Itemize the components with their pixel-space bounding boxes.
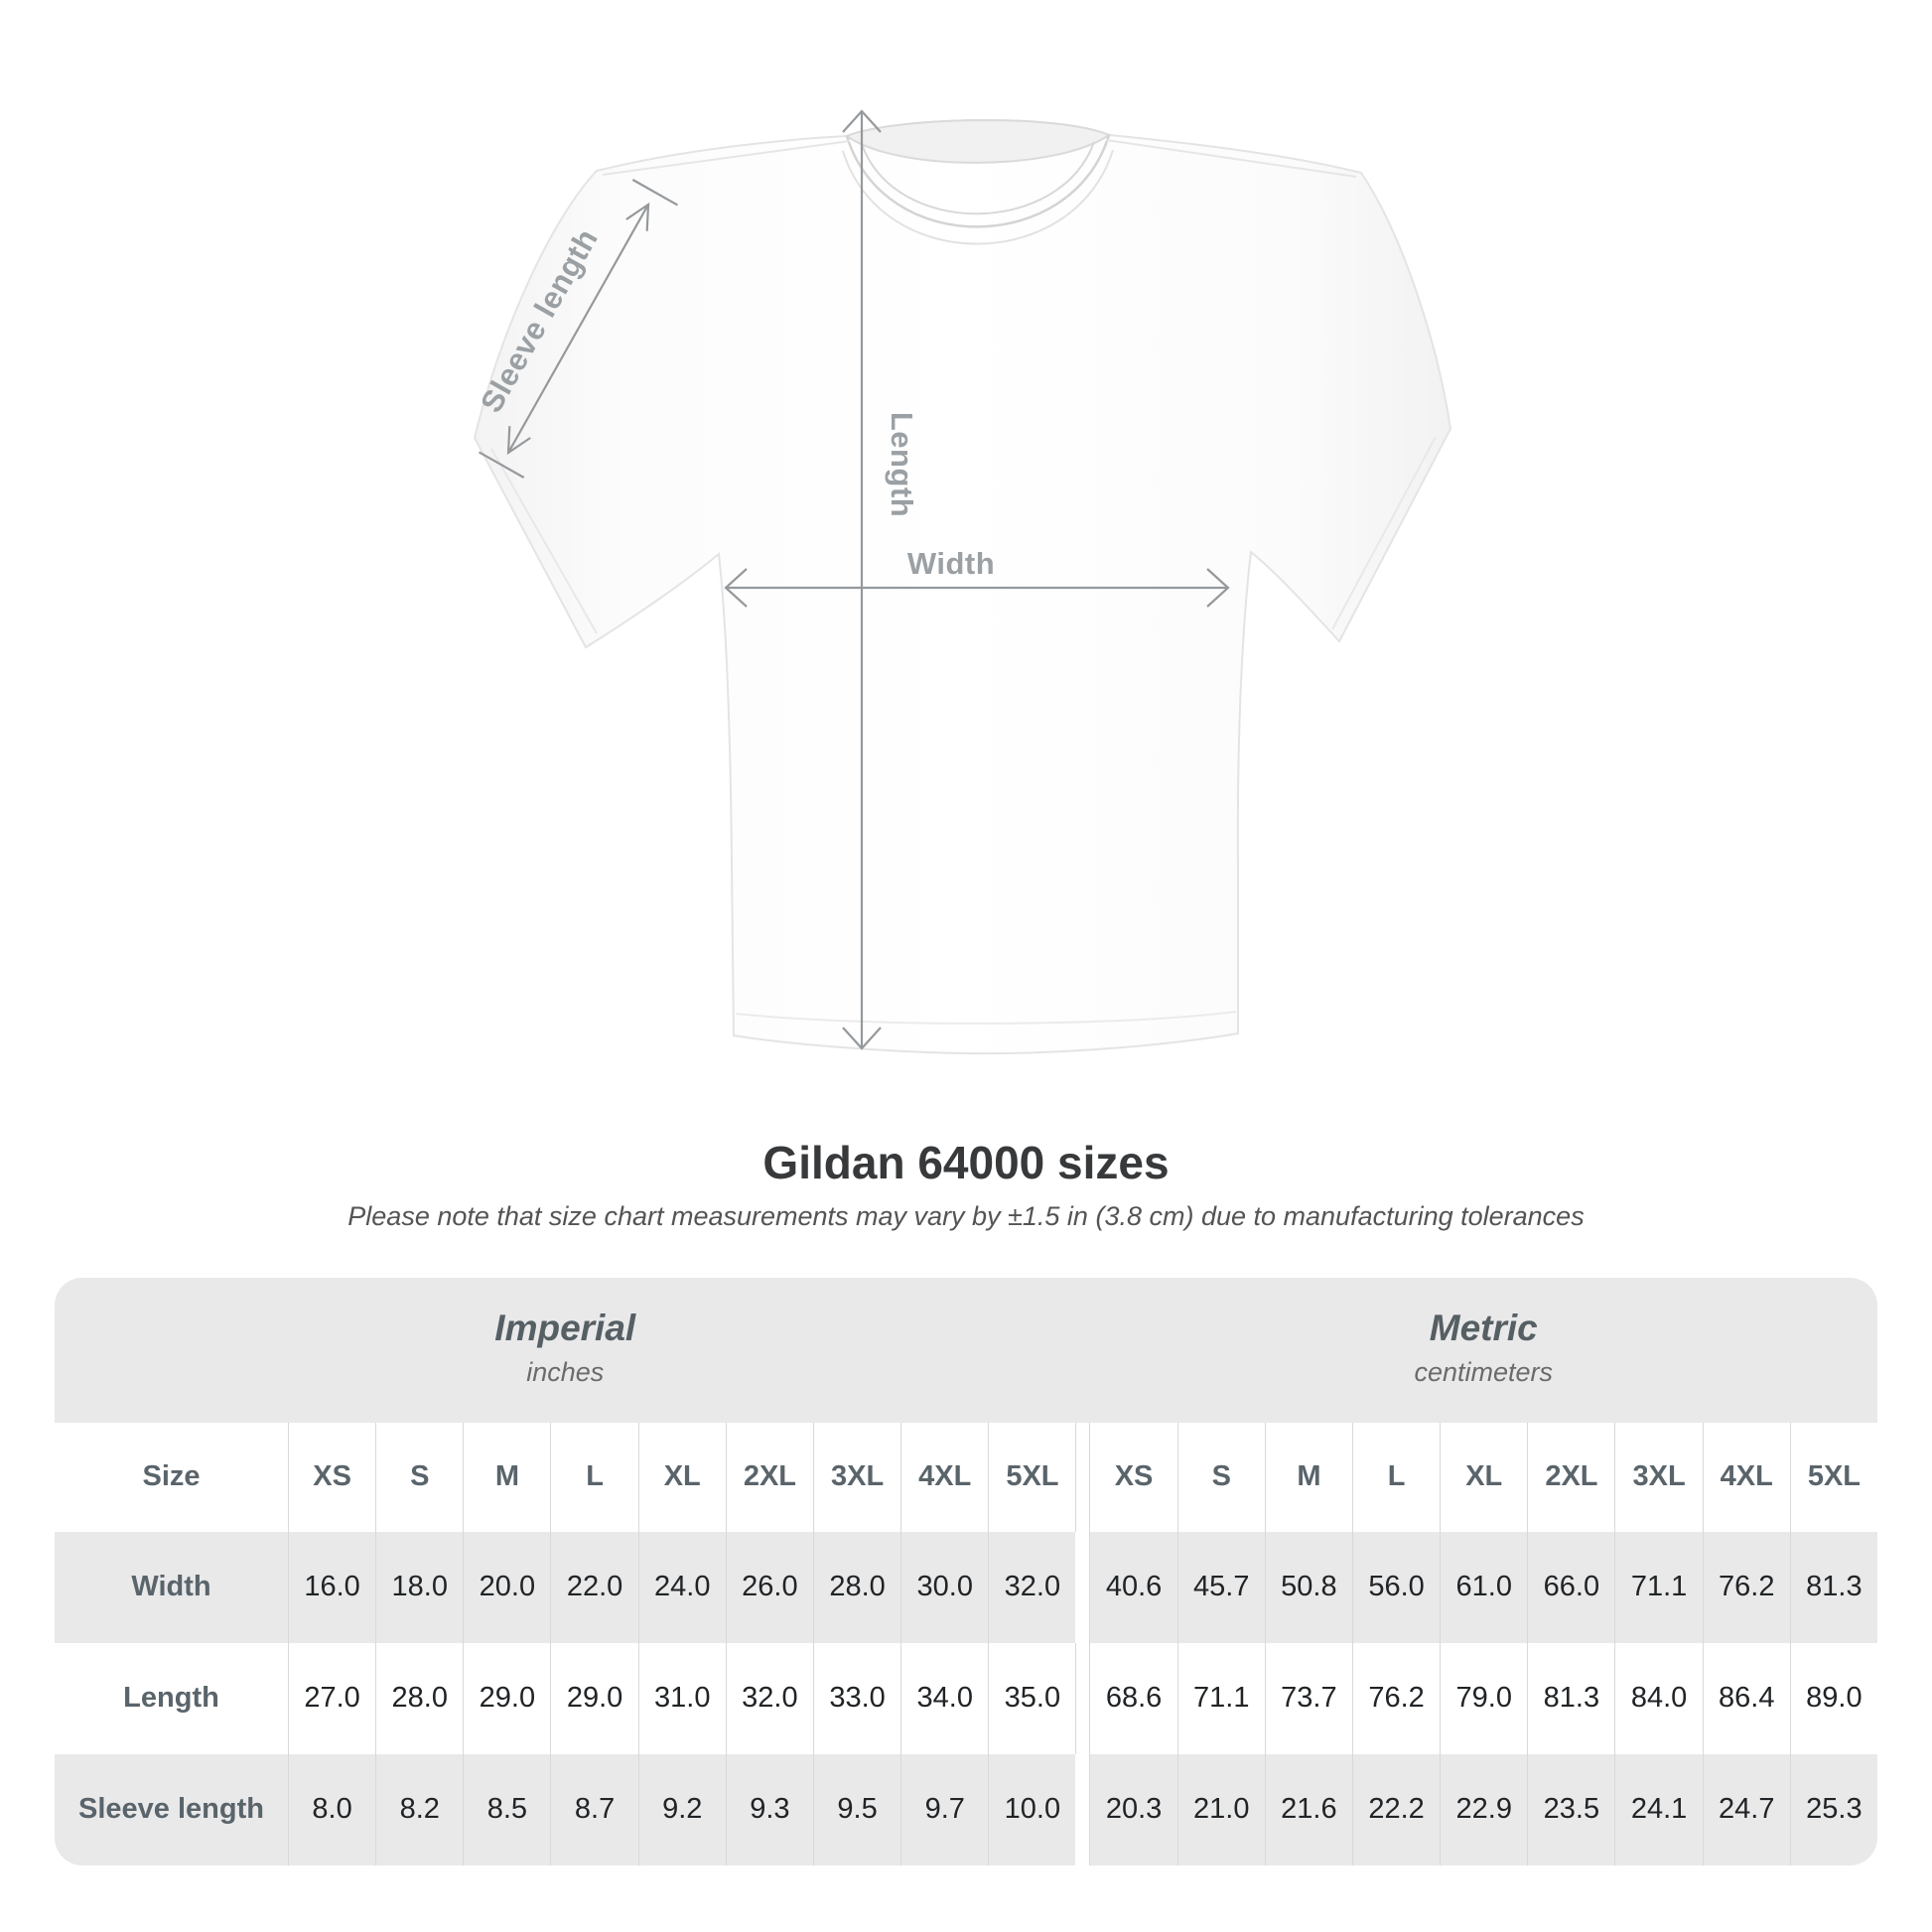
imperial-size-3xl: 3XL: [813, 1423, 900, 1532]
width-metric-value: 71.1: [1614, 1532, 1702, 1643]
imperial-size-5xl: 5XL: [988, 1423, 1075, 1532]
length-imperial-value: 31.0: [638, 1643, 726, 1754]
unit-header-band: [55, 1278, 1877, 1423]
sleeve-length-label: Sleeve length: [473, 222, 606, 419]
sleeve-metric-value: 21.6: [1265, 1754, 1352, 1865]
width-imperial-value: 16.0: [288, 1532, 375, 1643]
sleeve-imperial-value: 8.7: [550, 1754, 637, 1865]
tolerance-note: Please note that size chart measurements may vary by ±1.5 in (3.8 cm) due to manufacturing tolerances: [347, 1200, 1585, 1231]
imperial-size-l: L: [550, 1423, 637, 1532]
width-imperial-value: 24.0: [638, 1532, 726, 1643]
length-imperial-value: 35.0: [988, 1643, 1075, 1754]
metric-header: [1090, 1278, 1878, 1423]
page-title: Gildan 64000 sizes: [762, 1137, 1170, 1188]
imperial-size-s: S: [375, 1423, 463, 1532]
width-imperial-value: 32.0: [988, 1532, 1075, 1643]
sleeve-metric-value: 24.7: [1703, 1754, 1790, 1865]
length-metric-value: 86.4: [1703, 1643, 1790, 1754]
width-label: Width: [906, 546, 996, 581]
section-divider: [1075, 1532, 1089, 1643]
width-metric-value: 66.0: [1527, 1532, 1614, 1643]
sleeve-imperial-value: 8.5: [463, 1754, 550, 1865]
sleeve-metric-value: 23.5: [1527, 1754, 1614, 1865]
band-gap: [1076, 1278, 1090, 1423]
metric-size-3xl: 3XL: [1614, 1423, 1702, 1532]
metric-size-xl: XL: [1440, 1423, 1527, 1532]
width-metric-value: 76.2: [1703, 1532, 1790, 1643]
sleeve-imperial-value: 8.0: [288, 1754, 375, 1865]
sleeve-imperial-value: 9.7: [900, 1754, 988, 1865]
sleeve-metric-value: 25.3: [1790, 1754, 1877, 1865]
length-metric-value: 76.2: [1352, 1643, 1440, 1754]
width-metric-value: 56.0: [1352, 1532, 1440, 1643]
sleeve-metric-value: 20.3: [1089, 1754, 1176, 1865]
section-divider: [1075, 1754, 1089, 1865]
sleeve-metric-value: 24.1: [1614, 1754, 1702, 1865]
length-imperial-value: 28.0: [375, 1643, 463, 1754]
sleeve-metric-value: 21.0: [1177, 1754, 1265, 1865]
metric-unit: centimeters: [1414, 1357, 1554, 1388]
length-imperial-value: 34.0: [900, 1643, 988, 1754]
length-label: Length: [884, 411, 919, 518]
imperial-size-xs: XS: [288, 1423, 375, 1532]
length-metric-value: 81.3: [1527, 1643, 1614, 1754]
width-imperial-value: 22.0: [550, 1532, 637, 1643]
width-metric-value: 81.3: [1790, 1532, 1877, 1643]
length-imperial-value: 27.0: [288, 1643, 375, 1754]
imperial-unit: inches: [526, 1357, 605, 1388]
sleeve-imperial-value: 9.3: [726, 1754, 813, 1865]
width-imperial-value: 30.0: [900, 1532, 988, 1643]
width-metric-value: 50.8: [1265, 1532, 1352, 1643]
length-metric-value: 89.0: [1790, 1643, 1877, 1754]
metric-size-2xl: 2XL: [1527, 1423, 1614, 1532]
width-imperial-value: 20.0: [463, 1532, 550, 1643]
length-metric-value: 79.0: [1440, 1643, 1527, 1754]
width-metric-value: 40.6: [1089, 1532, 1176, 1643]
length-imperial-value: 29.0: [463, 1643, 550, 1754]
section-divider: [1075, 1643, 1089, 1754]
sleeve-metric-value: 22.2: [1352, 1754, 1440, 1865]
metric-size-s: S: [1177, 1423, 1265, 1532]
sleeve-imperial-value: 9.5: [813, 1754, 900, 1865]
width-row: [55, 1532, 1877, 1643]
imperial-size-m: M: [463, 1423, 550, 1532]
sleeve-imperial-value: 9.2: [638, 1754, 726, 1865]
sleeve-imperial-value: 10.0: [988, 1754, 1075, 1865]
metric-size-4xl: 4XL: [1703, 1423, 1790, 1532]
sleeve-length-row-label: Sleeve length: [55, 1754, 288, 1865]
imperial-size-2xl: 2XL: [726, 1423, 813, 1532]
sleeve-length-row: [55, 1754, 1877, 1865]
metric-size-l: L: [1352, 1423, 1440, 1532]
size-table: [55, 1278, 1877, 1865]
length-imperial-value: 33.0: [813, 1643, 900, 1754]
imperial-header: [55, 1278, 1076, 1423]
length-imperial-value: 29.0: [550, 1643, 637, 1754]
size-header-row: [55, 1423, 1877, 1532]
length-row: [55, 1643, 1877, 1754]
metric-title: Metric: [1429, 1308, 1538, 1349]
section-divider: [1075, 1423, 1089, 1532]
length-metric-value: 68.6: [1089, 1643, 1176, 1754]
width-imperial-value: 26.0: [726, 1532, 813, 1643]
metric-size-m: M: [1265, 1423, 1352, 1532]
size-corner-label: Size: [142, 1460, 201, 1493]
imperial-size-xl: XL: [638, 1423, 726, 1532]
sleeve-imperial-value: 8.2: [375, 1754, 463, 1865]
width-row-label: Width: [55, 1532, 288, 1643]
length-metric-value: 84.0: [1614, 1643, 1702, 1754]
width-imperial-value: 28.0: [813, 1532, 900, 1643]
width-imperial-value: 18.0: [375, 1532, 463, 1643]
metric-size-xs: XS: [1089, 1423, 1176, 1532]
width-metric-value: 61.0: [1440, 1532, 1527, 1643]
imperial-title: Imperial: [494, 1308, 636, 1349]
imperial-size-4xl: 4XL: [900, 1423, 988, 1532]
width-metric-value: 45.7: [1177, 1532, 1265, 1643]
length-imperial-value: 32.0: [726, 1643, 813, 1754]
length-row-label: Length: [123, 1682, 219, 1715]
metric-size-5xl: 5XL: [1790, 1423, 1877, 1532]
length-metric-value: 73.7: [1265, 1643, 1352, 1754]
length-metric-value: 71.1: [1177, 1643, 1265, 1754]
sleeve-metric-value: 22.9: [1440, 1754, 1527, 1865]
